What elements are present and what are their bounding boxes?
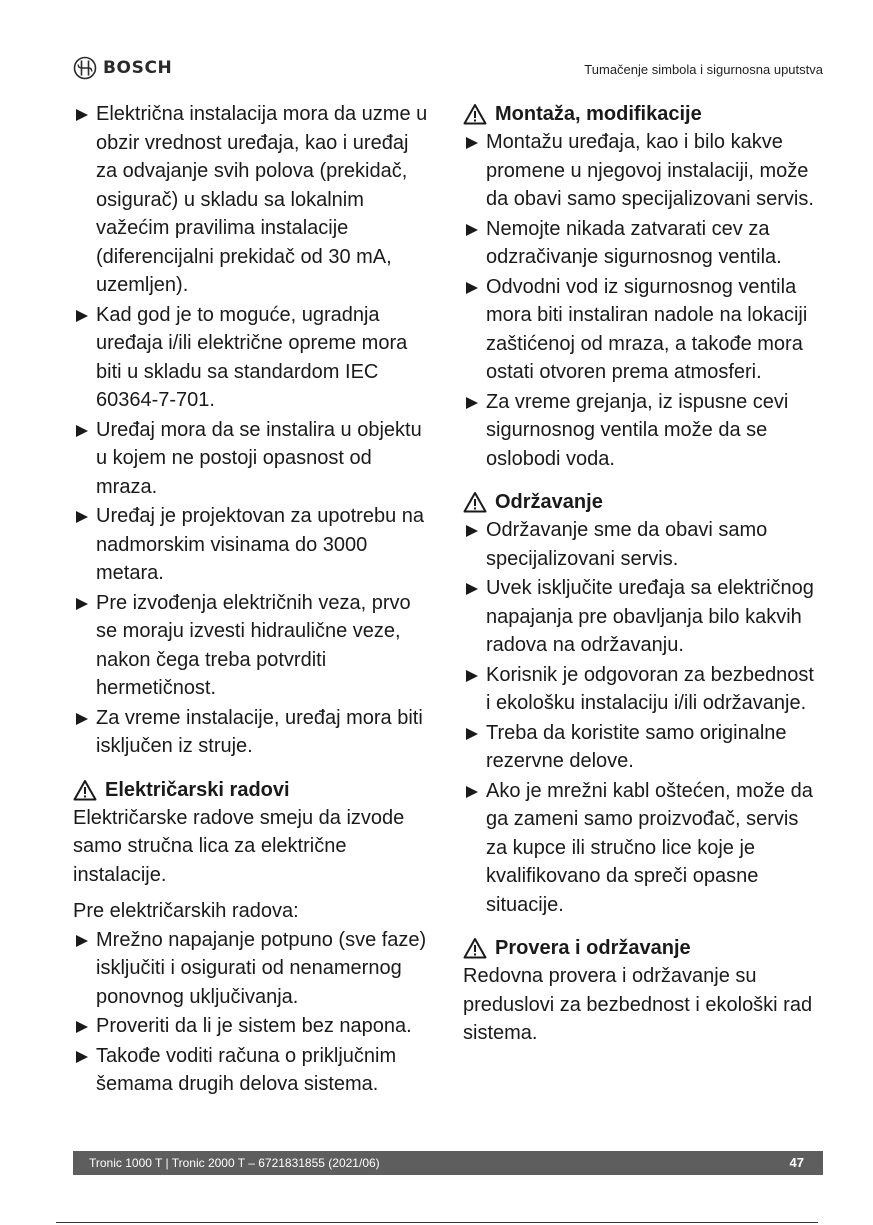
- list-item-text: Ako je mrežni kabl oštećen, može da ga zameni samo proizvođač, servis za kupce ili stručno lice koje je kvalifikovano da spreči opasne situacije.: [486, 779, 813, 916]
- triangle-right-icon: [466, 728, 478, 740]
- list-item-text: Nemojte nikada zatvarati cev za odzračivanje sigurnosnog ventila.: [486, 217, 782, 268]
- footer-bar: [73, 1151, 823, 1175]
- list-item-text: Električna instalacija mora da uzme u obzir vrednost uređaja, kao i uređaj za odvajanje svih polova (prekidač, osigurač) u skladu sa lokalnim važećim pravilima instalacije (diferencijalni prekidač od 30 mA, uzemljen).: [96, 103, 428, 296]
- triangle-right-icon: [76, 1021, 88, 1033]
- list-item: [73, 416, 434, 502]
- warning-triangle-icon: [463, 937, 487, 959]
- bottom-divider: [56, 1222, 818, 1223]
- list-item: [73, 704, 434, 761]
- section-heading-text: Električarski radovi: [105, 778, 290, 801]
- list-item: [73, 100, 434, 300]
- warning-triangle-icon: [463, 491, 487, 513]
- list-item-text: Montažu uređaja, kao i bilo kakve promene u njegovoj instalaciji, može da obavi samo specijalizovani servis.: [486, 131, 814, 210]
- odrzavanje-list: [463, 516, 823, 919]
- montaza-list: [463, 128, 823, 473]
- header-section-title: Tumačenje simbola i sigurnosna uputstva: [584, 62, 823, 77]
- list-item: [73, 301, 434, 415]
- list-item: [73, 589, 434, 703]
- section-heading-text: Montaža, modifikacije: [495, 103, 702, 125]
- electrical-list: [73, 926, 434, 1099]
- triangle-right-icon: [76, 935, 88, 947]
- list-item: [463, 661, 823, 718]
- triangle-right-icon: [466, 525, 478, 537]
- triangle-right-icon: [466, 282, 478, 294]
- footer-document-info: Tronic 1000 T | Tronic 2000 T – 6721831855 (2021/06): [89, 1156, 380, 1170]
- left-column: [73, 100, 434, 1100]
- page-header: [73, 56, 823, 82]
- list-item: [463, 388, 823, 474]
- list-item-text: Korisnik je odgovoran za bezbednost i ekološku instalaciju i/ili održavanje.: [486, 663, 814, 714]
- list-item-text: Kad god je to moguće, ugradnja uređaja i/ili električne opreme mora biti u skladu sa standardom IEC 60364-7-701.: [96, 303, 408, 411]
- brand-name: BOSCH: [103, 58, 173, 78]
- list-item-text: Uvek isključite uređaja sa električnog napajanja pre obavljanja bilo kakvih radova na održavanju.: [486, 577, 814, 656]
- triangle-right-icon: [466, 583, 478, 595]
- triangle-right-icon: [76, 598, 88, 610]
- triangle-right-icon: [466, 224, 478, 236]
- list-item: [463, 574, 823, 660]
- triangle-right-icon: [76, 109, 88, 121]
- section-heading-text: Provera i održavanje: [495, 937, 691, 959]
- triangle-right-icon: [76, 511, 88, 523]
- section-heading-text: Održavanje: [495, 491, 603, 513]
- list-item-text: Odvodni vod iz sigurnosnog ventila mora biti instaliran nadole na lokaciji zaštićenoj od mraza, a takođe mora ostati otvoren prema atmosferi.: [486, 275, 808, 383]
- list-item-text: Za vreme grejanja, iz ispusne cevi sigurnosnog ventila može da se oslobodi voda.: [486, 390, 789, 470]
- list-item: [463, 719, 823, 776]
- list-item: [463, 516, 823, 573]
- list-item-text: Pre izvođenja električnih veza, prvo se moraju izvesti hidraulične veze, nakon čega treba potvrditi hermetičnost.: [96, 591, 411, 699]
- list-item: [463, 777, 823, 920]
- list-item-text: Proveriti da li je sistem bez napona.: [96, 1015, 412, 1037]
- list-item: [463, 215, 823, 272]
- list-item-text: Treba da koristite samo originalne rezervne delove.: [486, 721, 787, 772]
- provera-text: Redovna provera i održavanje su preduslovi za bezbednost i ekološki rad sistema.: [463, 965, 813, 1044]
- electrical-intro: Električarske radove smeju da izvode samo stručna lica za električne instalacije.: [73, 806, 405, 886]
- triangle-right-icon: [466, 786, 478, 798]
- triangle-right-icon: [76, 310, 88, 322]
- list-item: [463, 128, 823, 214]
- section-heading-odrzavanje: [463, 488, 823, 516]
- list-item-text: Mrežno napajanje potpuno (sve faze) isključiti i osigurati od nenamernog ponovnog uključivanja.: [96, 928, 427, 1008]
- list-item: [73, 502, 434, 588]
- triangle-right-icon: [76, 713, 88, 725]
- list-item: [73, 1042, 434, 1099]
- triangle-right-icon: [76, 1051, 88, 1063]
- section-heading-montaza: [463, 100, 823, 128]
- bosch-armature-logo-icon: [73, 56, 97, 80]
- triangle-right-icon: [466, 397, 478, 409]
- list-item: [73, 1012, 434, 1041]
- right-column: [463, 100, 823, 1048]
- warning-triangle-icon: [463, 103, 487, 125]
- list-item-text: Uređaj mora da se instalira u objektu u kojem ne postoji opasnost od mraza.: [96, 418, 422, 498]
- list-item-text: Održavanje sme da obavi samo specijalizovani servis.: [486, 519, 768, 570]
- page-number: 47: [789, 1155, 804, 1170]
- triangle-right-icon: [466, 670, 478, 682]
- brand-logo: [73, 56, 172, 80]
- triangle-right-icon: [76, 425, 88, 437]
- section-heading-electrical: [73, 776, 434, 804]
- list-item-text: Takođe voditi računa o priključnim šemama drugih delova sistema.: [96, 1044, 397, 1095]
- installation-list: [73, 100, 434, 761]
- triangle-right-icon: [466, 137, 478, 149]
- electrical-before: Pre električarskih radova:: [73, 900, 299, 922]
- list-item-text: Uređaj je projektovan za upotrebu na nadmorskim visinama do 3000 metara.: [96, 505, 424, 584]
- warning-triangle-icon: [73, 779, 97, 801]
- list-item: [73, 926, 434, 1012]
- section-heading-provera: [463, 934, 823, 962]
- list-item: [463, 273, 823, 387]
- list-item-text: Za vreme instalacije, uređaj mora biti isključen iz struje.: [96, 706, 423, 757]
